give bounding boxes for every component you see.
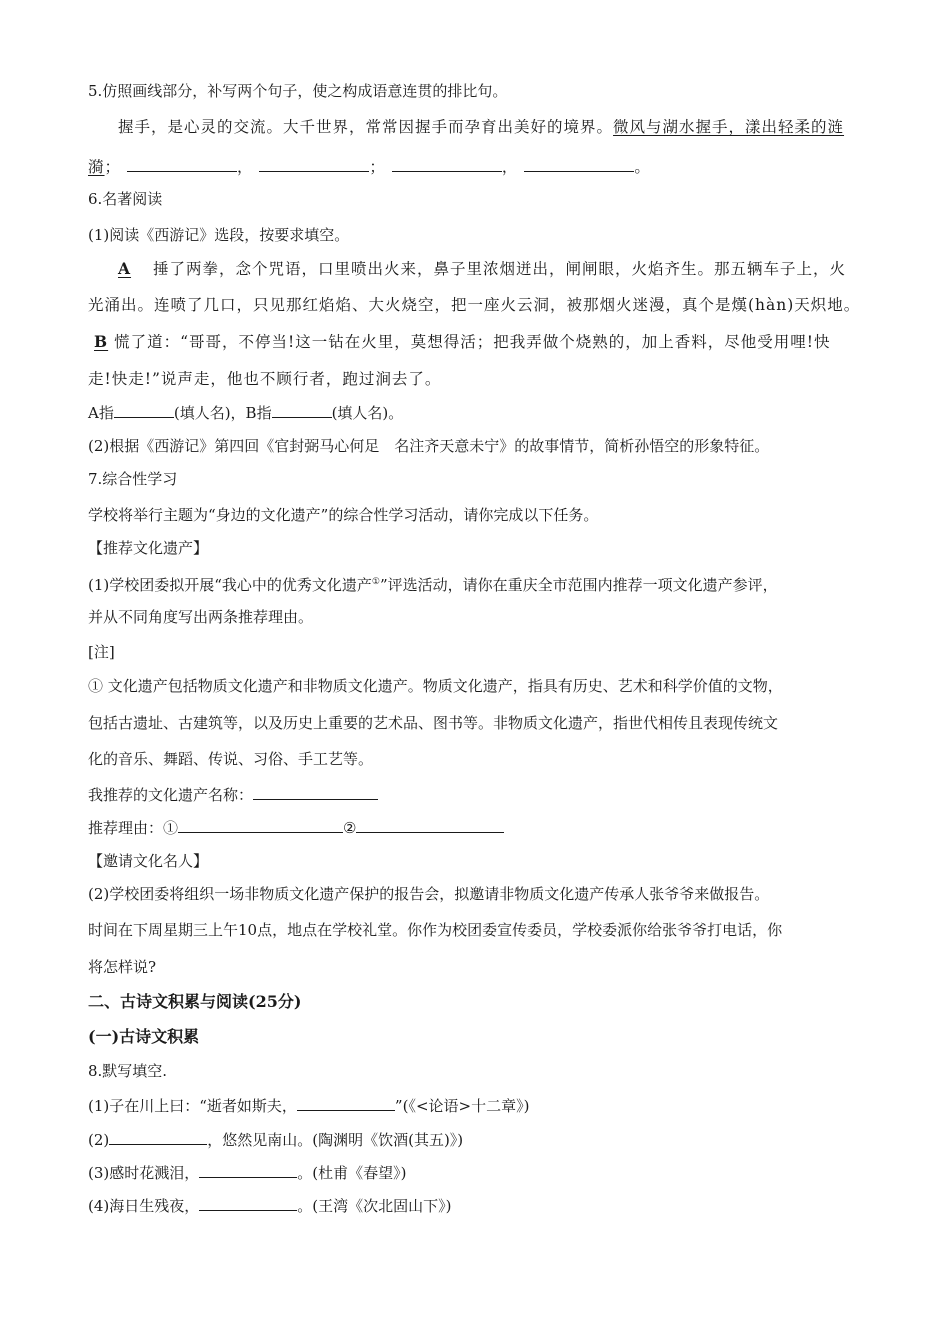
footnote-mark: ①	[371, 577, 380, 587]
poem-suffix: 。(王湾《次北固山下》)	[297, 1197, 452, 1215]
reason-label: 推荐理由：①	[88, 819, 179, 837]
poem-blank-2[interactable]	[109, 1129, 207, 1145]
separator: ；	[104, 158, 122, 176]
reason-two-label: ②	[343, 819, 357, 837]
fill-a-prefix: A指	[88, 404, 114, 422]
question-6-para2-line2: 走!快走!”说声走，他也不顾行者，跑过涧去了。	[88, 370, 442, 388]
passage-underlined-end: 漪	[88, 158, 105, 176]
recommend-name-row	[88, 784, 378, 805]
section-invite-heading: 【邀请文化名人】	[88, 852, 209, 870]
question-7-intro: 学校将举行主题为“身边的文化遗产”的综合性学习活动，请你完成以下任务。	[88, 506, 599, 524]
separator: ，	[236, 158, 254, 176]
part-2-heading: 二、古诗文积累与阅读(25分)	[88, 992, 302, 1011]
role-a-label: A	[118, 259, 132, 278]
para1-text-a: 捶了两拳，念个咒语，口里喷出火来，鼻子里浓烟迸出，闸闸眼，火焰齐生。那五辆车子上，火	[153, 260, 847, 278]
question-5-title: 5.仿照画线部分，补写两个句子，使之构成语意连贯的排比句。	[88, 82, 508, 100]
note-line-3: 化的音乐、舞蹈、传说、习俗、手工艺等。	[88, 750, 374, 768]
question-6-para1-line1	[118, 259, 846, 279]
question-5-passage	[88, 117, 844, 137]
recommend-name-blank[interactable]	[253, 784, 378, 800]
poem-item-4	[88, 1195, 451, 1216]
passage-plain: 握手，是心灵的交流。大千世界，常常因握手而孕育出美好的境界。	[118, 118, 614, 136]
fill-b-suffix: (填人名)。	[331, 404, 404, 422]
para2-text-a: 慌了道：“哥哥，不停当!这一钻在火里，莫想得活；把我弄做个烧熟的，加上香料，尽他受用哩!快	[114, 333, 831, 351]
poem-suffix: ”(《<论语>十二章》)	[394, 1097, 530, 1115]
question-6-para1-line2: 光涌出。连喷了几口，只见那红焰焰、大火烧空，把一座火云洞，被那烟火迷漫，真个是熯(hàn)天炽地。	[88, 296, 861, 314]
question-6-para2-line1	[88, 332, 831, 352]
question-7-sub2-line2: 时间在下周星期三上午10点，地点在学校礼堂。你作为校团委宣传委员，学校委派你给张爷爷打电话，你	[88, 921, 783, 939]
separator: 。	[634, 158, 651, 176]
fill-a-suffix: (填人名)，B指	[173, 404, 272, 422]
question-7-sub2-line1: (2)学校团委将组织一场非物质文化遗产保护的报告会，拟邀请非物质文化遗产传承人张爷爷来做报告。	[88, 885, 770, 903]
question-7-title: 7.综合性学习	[88, 470, 178, 488]
poem-blank-1[interactable]	[297, 1095, 395, 1111]
fill-a-blank[interactable]	[114, 402, 174, 418]
separator: ；	[369, 158, 386, 176]
note-label: [注]	[88, 643, 115, 661]
poem-blank-4[interactable]	[199, 1195, 297, 1211]
poem-item-2	[88, 1129, 463, 1150]
role-b-label: B	[94, 332, 109, 351]
note-line-2: 包括古遗址、古建筑等，以及历史上重要的艺术品、图书等。非物质文化遗产，指世代相传且表现传统文	[88, 714, 779, 732]
question-6-fill	[88, 402, 403, 423]
note-line-1: ① 文化遗产包括物质文化遗产和非物质文化遗产。物质文化遗产，指具有历史、艺术和科学价值的文物，	[88, 677, 783, 695]
answer-blank-4[interactable]	[524, 156, 634, 172]
sub1-text-a: (1)学校团委拟开展“我心中的优秀文化遗产	[88, 576, 372, 594]
reason-two-blank[interactable]	[356, 817, 504, 833]
separator: ，	[501, 158, 519, 176]
sub1-text-b: ”评选活动，请你在重庆全市范围内推荐一项文化遗产参评，	[380, 576, 778, 594]
passage-underlined: 微风与湖水握手，漾出轻柔的涟	[613, 118, 845, 136]
spacer	[131, 259, 153, 274]
poem-prefix: (1)子在川上曰：“逝者如斯夫，	[88, 1097, 297, 1115]
poem-suffix: 。(杜甫《春望》)	[297, 1164, 407, 1182]
section-recommend-heading: 【推荐文化遗产】	[88, 539, 209, 557]
poem-prefix: (2)	[88, 1131, 110, 1149]
poem-prefix: (3)感时花溅泪，	[88, 1164, 200, 1182]
reason-one-blank[interactable]	[178, 817, 343, 833]
answer-blank-2[interactable]	[259, 156, 369, 172]
poem-prefix: (4)海日生残夜，	[88, 1197, 200, 1215]
question-6-title: 6.名著阅读	[88, 190, 163, 208]
poem-blank-3[interactable]	[199, 1162, 297, 1178]
question-7-sub1-line2: 并从不同角度写出两条推荐理由。	[88, 608, 314, 626]
answer-blank-1[interactable]	[127, 156, 237, 172]
question-8-title: 8.默写填空.	[88, 1062, 168, 1080]
question-7-sub2-line3: 将怎样说?	[88, 958, 157, 976]
recommend-name-label: 我推荐的文化遗产名称：	[88, 786, 254, 804]
question-6-sub2: (2)根据《西游记》第四回《官封弼马心何足 名注齐天意未宁》的故事情节，简析孙悟空的形象特征。	[88, 437, 770, 455]
question-5-blanks	[88, 156, 651, 177]
poem-suffix: ，悠然见南山。(陶渊明《饮酒(其五)》)	[207, 1131, 464, 1149]
question-7-sub1-line1	[88, 572, 778, 595]
poem-item-3	[88, 1162, 406, 1183]
poem-item-1	[88, 1095, 529, 1116]
recommend-reason-row	[88, 817, 504, 838]
part-2-subheading: (一)古诗文积累	[88, 1027, 200, 1046]
fill-b-blank[interactable]	[272, 402, 332, 418]
answer-blank-3[interactable]	[392, 156, 502, 172]
question-6-sub1: (1)阅读《西游记》选段，按要求填空。	[88, 226, 350, 244]
